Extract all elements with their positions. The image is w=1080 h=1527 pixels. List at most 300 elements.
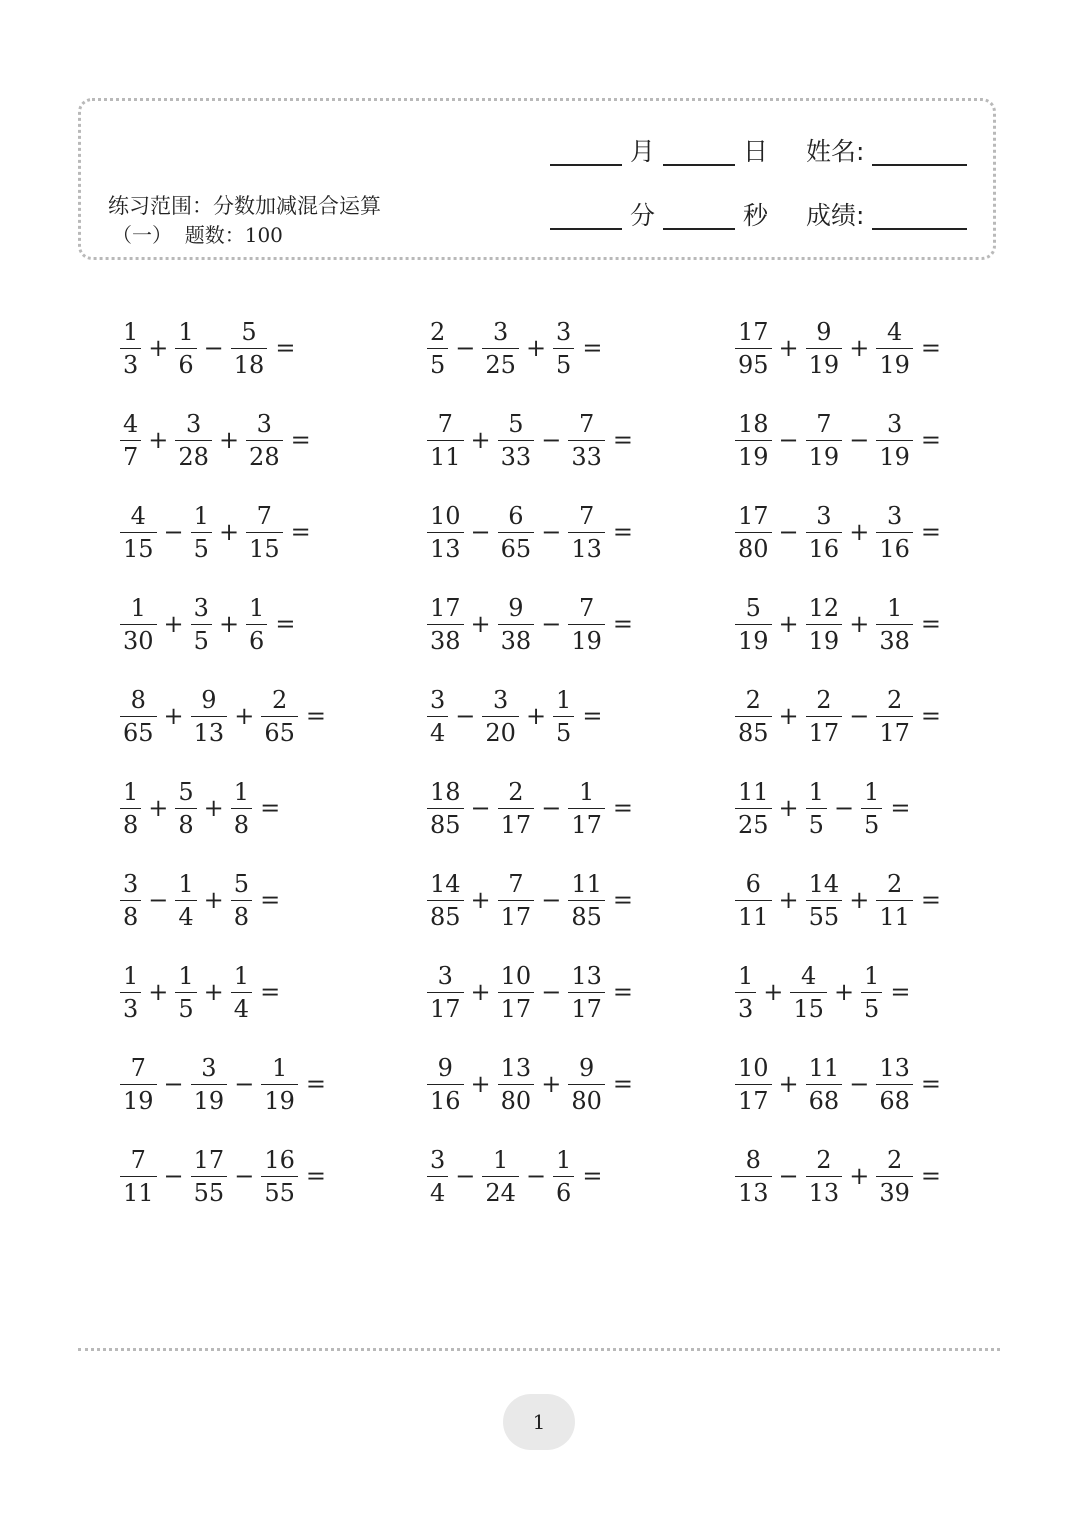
equals-sign: = <box>890 978 911 1006</box>
fraction <box>806 777 827 839</box>
numerator: 17 <box>738 501 769 530</box>
fraction <box>553 317 574 379</box>
operator: − <box>163 1162 184 1190</box>
denominator: 13 <box>808 1178 840 1207</box>
operator: − <box>833 794 855 822</box>
operator: + <box>148 334 169 362</box>
problem-item <box>425 962 633 1022</box>
equals-sign: = <box>920 610 941 638</box>
fraction <box>876 1053 913 1115</box>
denominator: 24 <box>485 1178 516 1207</box>
fraction <box>806 409 843 471</box>
fraction <box>261 1145 298 1207</box>
operator: − <box>163 1070 184 1098</box>
denominator: 19 <box>738 626 769 655</box>
denominator: 8 <box>233 902 250 931</box>
numerator: 17 <box>193 1145 225 1174</box>
denominator: 85 <box>571 902 602 931</box>
fraction <box>191 1053 228 1115</box>
numerator: 1 <box>178 869 194 898</box>
denominator: 5 <box>808 810 824 839</box>
fraction <box>482 685 519 747</box>
numerator: 3 <box>430 685 446 714</box>
fraction <box>120 409 141 471</box>
operator: + <box>203 886 224 914</box>
operator: + <box>470 426 491 454</box>
month-label: 月 <box>630 137 656 166</box>
denominator: 11 <box>123 1178 154 1207</box>
numerator: 3 <box>430 1145 446 1174</box>
equals-sign: = <box>290 518 311 546</box>
month-blank[interactable] <box>550 164 622 166</box>
fraction <box>806 869 843 931</box>
equals-sign: = <box>920 334 941 362</box>
denominator: 17 <box>571 994 602 1023</box>
fraction <box>191 685 228 747</box>
denominator: 4 <box>178 902 194 931</box>
denominator: 16 <box>430 1086 461 1115</box>
fraction <box>231 869 252 931</box>
fraction <box>120 317 141 379</box>
fraction <box>735 777 772 839</box>
operator: + <box>163 610 184 638</box>
equals-sign: = <box>612 978 633 1006</box>
numerator: 7 <box>578 593 595 622</box>
fraction <box>261 685 298 747</box>
denominator: 5 <box>556 350 572 379</box>
day-blank[interactable] <box>663 164 735 166</box>
equals-sign: = <box>612 1070 633 1098</box>
fraction <box>427 685 448 747</box>
fraction <box>498 593 535 655</box>
denominator: 85 <box>430 810 461 839</box>
fraction <box>175 869 196 931</box>
denominator: 65 <box>123 718 154 747</box>
denominator: 13 <box>430 534 461 563</box>
operator: + <box>778 610 799 638</box>
fraction <box>876 1145 913 1207</box>
problem-item <box>425 502 633 562</box>
denominator: 68 <box>808 1086 840 1115</box>
numerator: 2 <box>816 685 832 714</box>
numerator: 1 <box>123 317 139 346</box>
fraction <box>427 409 464 471</box>
numerator: 11 <box>571 869 602 898</box>
denominator: 25 <box>485 350 516 379</box>
numerator: 18 <box>430 777 461 806</box>
denominator: 11 <box>879 902 910 931</box>
equals-sign: = <box>612 518 633 546</box>
fraction <box>806 317 843 379</box>
numerator: 3 <box>493 317 509 346</box>
denominator: 19 <box>808 350 840 379</box>
numerator: 9 <box>508 593 524 622</box>
fraction <box>735 409 772 471</box>
minute-label: 分 <box>630 201 656 230</box>
score-label: 成绩: <box>806 201 865 230</box>
denominator: 8 <box>178 810 194 839</box>
problem-item <box>425 778 633 838</box>
operator: + <box>218 518 240 546</box>
denominator: 39 <box>879 1178 910 1207</box>
operator: + <box>849 1162 870 1190</box>
numerator: 13 <box>571 961 602 990</box>
denominator: 4 <box>233 994 250 1023</box>
numerator: 13 <box>879 1053 910 1082</box>
denominator: 28 <box>178 442 209 471</box>
denominator: 17 <box>500 810 532 839</box>
operator: − <box>541 978 562 1006</box>
fraction <box>861 777 882 839</box>
denominator: 19 <box>571 626 602 655</box>
numerator: 2 <box>508 777 524 806</box>
problem-item <box>118 1054 326 1114</box>
numerator: 7 <box>578 501 595 530</box>
operator: + <box>778 1070 799 1098</box>
numerator: 3 <box>556 317 572 346</box>
fraction <box>427 1145 448 1207</box>
denominator: 25 <box>738 810 769 839</box>
fraction <box>120 593 157 655</box>
operator: − <box>778 518 799 546</box>
denominator: 8 <box>123 810 139 839</box>
fraction <box>246 501 283 563</box>
practice-scope: 练习范围：分数加减混合运算 <box>108 194 381 218</box>
numerator: 3 <box>186 409 202 438</box>
fraction <box>861 961 882 1023</box>
numerator: 12 <box>808 593 840 622</box>
equals-sign: = <box>612 426 633 454</box>
operator: + <box>203 794 224 822</box>
operator: − <box>541 794 562 822</box>
numerator: 7 <box>816 409 832 438</box>
denominator: 15 <box>123 534 154 563</box>
question-count: 100 <box>244 223 283 247</box>
name-label: 姓名: <box>806 137 865 166</box>
fraction <box>568 593 605 655</box>
second-blank[interactable] <box>663 228 735 230</box>
numerator: 17 <box>738 317 769 346</box>
numerator: 3 <box>201 1053 217 1082</box>
numerator: 2 <box>430 317 446 346</box>
numerator: 1 <box>130 593 146 622</box>
numerator: 17 <box>430 593 461 622</box>
fraction <box>568 961 605 1023</box>
problem-item <box>118 1146 326 1206</box>
numerator: 7 <box>130 1053 146 1082</box>
denominator: 15 <box>249 534 280 563</box>
fraction <box>120 1145 157 1207</box>
fraction <box>568 501 605 563</box>
numerator: 8 <box>130 685 146 714</box>
fraction <box>876 409 913 471</box>
fraction <box>427 869 464 931</box>
operator: + <box>763 978 784 1006</box>
numerator: 1 <box>233 777 250 806</box>
numerator: 14 <box>430 869 461 898</box>
problem-item <box>733 870 941 930</box>
problem-item <box>733 962 910 1022</box>
numerator: 1 <box>493 1145 509 1174</box>
fraction <box>175 777 196 839</box>
numerator: 11 <box>738 777 769 806</box>
fraction <box>427 593 464 655</box>
denominator: 3 <box>123 350 139 379</box>
scope-subtitle <box>112 219 283 248</box>
denominator: 13 <box>571 534 602 563</box>
denominator: 28 <box>249 442 280 471</box>
equals-sign: = <box>612 794 633 822</box>
numerator: 1 <box>864 961 880 990</box>
operator: + <box>525 334 547 362</box>
operator: + <box>778 702 799 730</box>
fraction <box>806 1145 843 1207</box>
denominator: 80 <box>738 534 769 563</box>
operator: − <box>541 610 562 638</box>
operator: − <box>541 886 562 914</box>
problem-item <box>425 594 633 654</box>
numerator: 1 <box>123 961 139 990</box>
denominator: 8 <box>123 902 139 931</box>
numerator: 3 <box>256 409 272 438</box>
numerator: 2 <box>271 685 288 714</box>
denominator: 13 <box>738 1178 769 1207</box>
numerator: 1 <box>808 777 824 806</box>
fraction <box>806 685 843 747</box>
operator: + <box>148 978 169 1006</box>
numerator: 3 <box>493 685 509 714</box>
denominator: 85 <box>430 902 461 931</box>
fraction <box>735 501 772 563</box>
denominator: 16 <box>879 534 910 563</box>
numerator: 7 <box>256 501 272 530</box>
denominator: 38 <box>430 626 461 655</box>
operator: − <box>849 702 870 730</box>
denominator: 20 <box>485 718 516 747</box>
problem-item <box>733 1146 941 1206</box>
numerator: 10 <box>500 961 532 990</box>
numerator: 1 <box>178 317 194 346</box>
fraction <box>120 869 141 931</box>
numerator: 8 <box>745 1145 761 1174</box>
equals-sign: = <box>612 610 633 638</box>
problem-item <box>425 870 633 930</box>
denominator: 19 <box>264 1086 295 1115</box>
fraction <box>482 317 519 379</box>
operator: − <box>778 426 799 454</box>
problem-item <box>118 686 326 746</box>
numerator: 1 <box>233 961 250 990</box>
denominator: 68 <box>879 1086 910 1115</box>
fraction <box>175 961 196 1023</box>
fraction <box>568 1053 605 1115</box>
operator: + <box>218 610 240 638</box>
problem-item <box>733 594 941 654</box>
operator: + <box>849 610 870 638</box>
problem-item <box>118 502 311 562</box>
numerator: 3 <box>886 409 903 438</box>
numerator: 7 <box>437 409 453 438</box>
fraction <box>120 685 157 747</box>
denominator: 3 <box>123 994 139 1023</box>
numerator: 7 <box>508 869 524 898</box>
denominator: 17 <box>738 1086 769 1115</box>
score-blank[interactable] <box>872 228 967 230</box>
page-number: 1 <box>503 1394 575 1450</box>
equals-sign: = <box>290 426 311 454</box>
scope-section: （一） <box>112 223 172 247</box>
numerator: 1 <box>578 777 595 806</box>
operator: + <box>833 978 855 1006</box>
numerator: 9 <box>201 685 217 714</box>
fraction <box>231 961 252 1023</box>
problem-item <box>118 778 280 838</box>
numerator: 4 <box>130 501 146 530</box>
fraction <box>568 869 605 931</box>
numerator: 6 <box>745 869 761 898</box>
equals-sign: = <box>920 886 941 914</box>
problem-item <box>733 318 941 378</box>
fraction <box>498 869 535 931</box>
denominator: 6 <box>178 350 194 379</box>
fraction <box>498 501 535 563</box>
problem-item <box>425 686 602 746</box>
name-blank[interactable] <box>872 164 967 166</box>
denominator: 19 <box>879 350 910 379</box>
denominator: 17 <box>808 718 840 747</box>
fraction <box>876 869 913 931</box>
fraction <box>427 1053 464 1115</box>
denominator: 8 <box>233 810 250 839</box>
numerator: 7 <box>578 409 595 438</box>
denominator: 5 <box>178 994 194 1023</box>
denominator: 19 <box>123 1086 154 1115</box>
denominator: 6 <box>556 1178 572 1207</box>
equals-sign: = <box>920 1162 941 1190</box>
operator: − <box>849 426 870 454</box>
denominator: 18 <box>233 350 265 379</box>
denominator: 5 <box>193 626 209 655</box>
operator: + <box>525 702 547 730</box>
numerator: 3 <box>886 501 903 530</box>
time-score-row <box>550 196 970 236</box>
denominator: 17 <box>500 994 532 1023</box>
denominator: 55 <box>193 1178 225 1207</box>
operator: − <box>455 334 476 362</box>
fraction <box>498 777 535 839</box>
problem-item <box>733 410 941 470</box>
equals-sign: = <box>920 426 941 454</box>
numerator: 10 <box>738 1053 769 1082</box>
operator: − <box>778 1162 799 1190</box>
problem-item <box>118 594 295 654</box>
numerator: 3 <box>193 593 209 622</box>
numerator: 16 <box>264 1145 295 1174</box>
denominator: 65 <box>264 718 295 747</box>
operator: + <box>163 702 184 730</box>
fraction <box>427 961 464 1023</box>
numerator: 4 <box>886 317 903 346</box>
numerator: 3 <box>123 869 139 898</box>
minute-blank[interactable] <box>550 228 622 230</box>
denominator: 11 <box>430 442 461 471</box>
problem-item <box>425 410 633 470</box>
problem-item <box>425 318 602 378</box>
fraction <box>806 593 843 655</box>
day-label: 日 <box>743 137 769 166</box>
operator: − <box>525 1162 547 1190</box>
fraction <box>498 1053 535 1115</box>
numerator: 2 <box>886 685 903 714</box>
fraction <box>735 1053 772 1115</box>
operator: − <box>470 518 491 546</box>
numerator: 4 <box>801 961 817 990</box>
equals-sign: = <box>920 702 941 730</box>
denominator: 4 <box>430 718 446 747</box>
denominator: 15 <box>793 994 824 1023</box>
fraction <box>735 1145 772 1207</box>
denominator: 17 <box>430 994 461 1023</box>
denominator: 7 <box>123 442 139 471</box>
problem-item <box>425 1054 633 1114</box>
denominator: 6 <box>249 626 265 655</box>
fraction <box>568 777 605 839</box>
operator: + <box>470 610 491 638</box>
numerator: 1 <box>193 501 209 530</box>
numerator: 1 <box>556 1145 572 1174</box>
fraction <box>876 593 913 655</box>
equals-sign: = <box>305 702 326 730</box>
operator: + <box>470 886 491 914</box>
numerator: 5 <box>745 593 761 622</box>
numerator: 1 <box>271 1053 288 1082</box>
problem-item <box>733 686 941 746</box>
denominator: 5 <box>430 350 446 379</box>
fraction <box>568 409 605 471</box>
fraction <box>191 1145 228 1207</box>
fraction <box>553 685 574 747</box>
denominator: 4 <box>430 1178 446 1207</box>
denominator: 19 <box>808 626 840 655</box>
numerator: 1 <box>738 961 754 990</box>
operator: − <box>203 334 224 362</box>
denominator: 38 <box>879 626 910 655</box>
fraction <box>735 317 772 379</box>
fraction <box>876 685 913 747</box>
fraction <box>120 961 141 1023</box>
fraction <box>498 961 535 1023</box>
equals-sign: = <box>582 702 603 730</box>
operator: − <box>470 794 491 822</box>
fraction <box>806 1053 843 1115</box>
operator: + <box>778 334 799 362</box>
equals-sign: = <box>920 1070 941 1098</box>
fraction <box>553 1145 574 1207</box>
operator: + <box>148 426 169 454</box>
operator: + <box>470 1070 491 1098</box>
fraction <box>231 777 252 839</box>
equals-sign: = <box>582 1162 603 1190</box>
numerator: 6 <box>508 501 524 530</box>
numerator: 3 <box>437 961 453 990</box>
numerator: 2 <box>816 1145 832 1174</box>
fraction <box>261 1053 298 1115</box>
numerator: 1 <box>249 593 265 622</box>
numerator: 5 <box>241 317 257 346</box>
denominator: 16 <box>808 534 840 563</box>
fraction <box>175 409 212 471</box>
numerator: 9 <box>437 1053 453 1082</box>
